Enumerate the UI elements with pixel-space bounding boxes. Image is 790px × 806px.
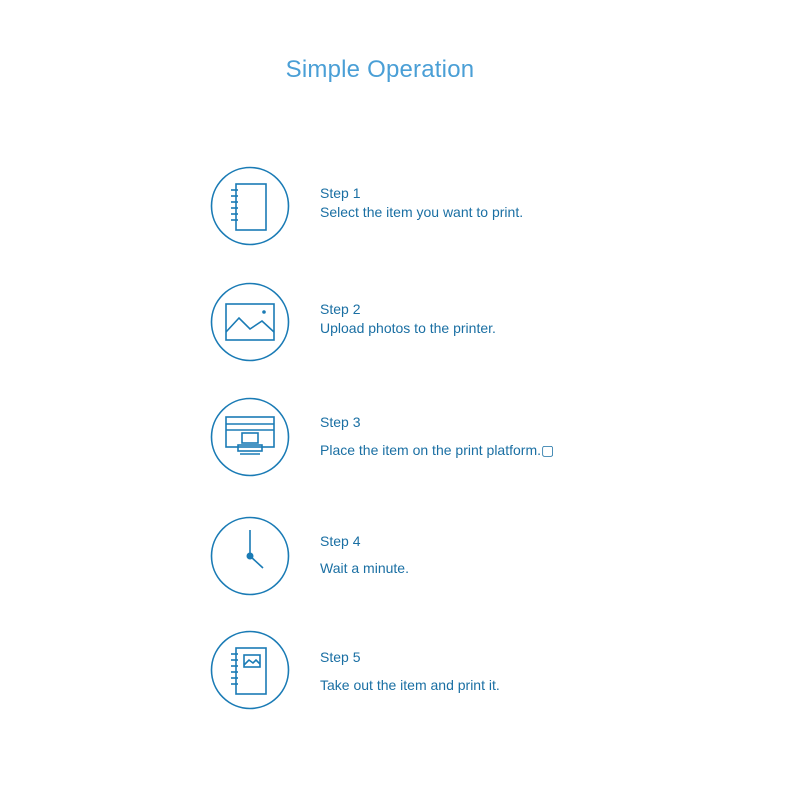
clock-icon xyxy=(210,516,290,596)
page-title: Simple Operation xyxy=(285,56,475,83)
notebook-icon xyxy=(210,166,290,246)
step-5-description: Take out the item and print it. xyxy=(320,677,500,693)
step-1 xyxy=(0,166,790,246)
notebook-photo-icon xyxy=(210,630,290,710)
step-1-heading: Step 1 xyxy=(320,185,361,201)
step-2-description: Upload photos to the printer. xyxy=(320,320,496,336)
image-icon xyxy=(210,282,290,362)
step-5 xyxy=(0,630,790,710)
step-1-description: Select the item you want to print. xyxy=(320,204,524,220)
step-5-heading: Step 5 xyxy=(320,649,361,665)
step-4-heading: Step 4 xyxy=(320,533,361,549)
step-3-description: Place the item on the print platform.▢ xyxy=(320,442,555,458)
step-2-heading: Step 2 xyxy=(320,301,361,317)
step-2 xyxy=(0,282,790,362)
step-4-description: Wait a minute. xyxy=(320,560,409,576)
printer-platform-icon xyxy=(210,397,290,477)
step-3-heading: Step 3 xyxy=(320,414,361,430)
step-3 xyxy=(0,397,790,477)
step-4 xyxy=(0,516,790,596)
